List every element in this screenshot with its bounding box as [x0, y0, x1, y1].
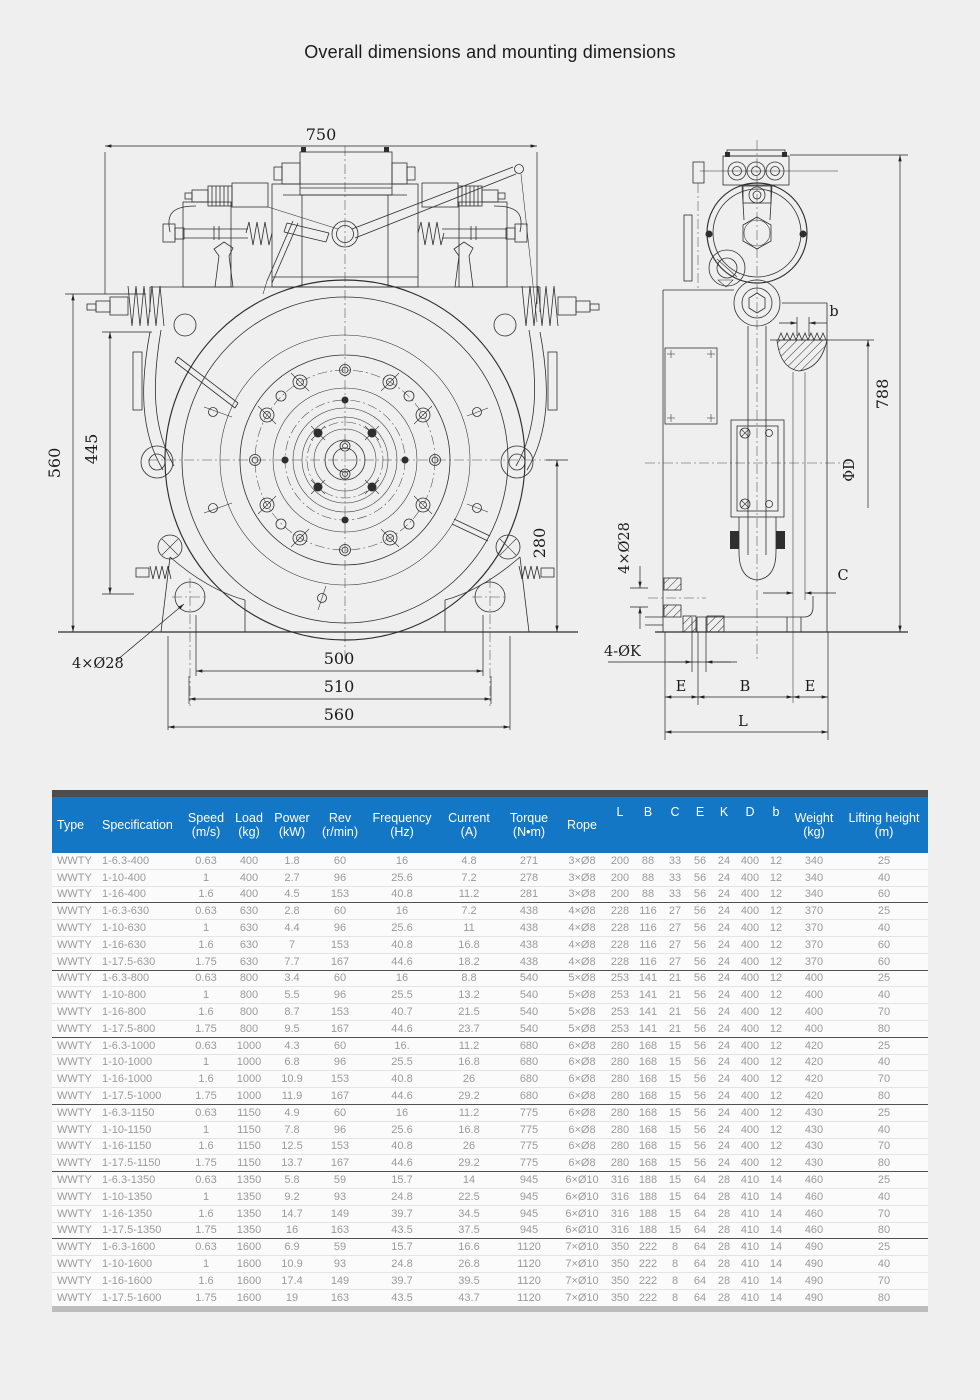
- table-row: WWTY 1-10-630 1 630 4.4 96 25.6 11 438 4×Ø8 228 116 27 56 24 400 12 370 40: [52, 920, 928, 937]
- table-row: WWTY 1-6.3-1150 0.63 1150 4.9 60 16 11.2 775 6×Ø8 280 168 15 56 24 400 12 430 25: [52, 1104, 928, 1121]
- col-header-torque: Torque (N•m): [500, 797, 558, 853]
- table-row: WWTY 1-6.3-1350 0.63 1350 5.8 59 15.7 14 945 6×Ø10 316 188 15 64 28 410 14 460 25: [52, 1172, 928, 1189]
- col-header-specification: Specification: [102, 797, 184, 853]
- table-row: WWTY 1-10-1000 1 1000 6.8 96 25.5 16.8 680 6×Ø8 280 168 15 56 24 400 12 420 40: [52, 1054, 928, 1071]
- table-row: WWTY 1-6.3-800 0.63 800 3.4 60 16 8.8 540 5×Ø8 253 141 21 56 24 400 12 400 25: [52, 970, 928, 987]
- table-row: WWTY 1-17.5-1350 1.75 1350 16 163 43.5 37.5 945 6×Ø10 316 188 15 64 28 410 14 460 80: [52, 1222, 928, 1239]
- table-row: WWTY 1-16-630 1.6 630 7 153 40.8 16.8 438 4×Ø8 228 116 27 56 24 400 12 370 60: [52, 936, 928, 953]
- table-row: WWTY 1-16-400 1.6 400 4.5 153 40.8 11.2 281 3×Ø8 200 88 33 56 24 400 12 340 60: [52, 886, 928, 903]
- table-row: WWTY 1-10-800 1 800 5.5 96 25.5 13.2 540 5×Ø8 253 141 21 56 24 400 12 400 40: [52, 987, 928, 1004]
- technical-drawing: [0, 90, 980, 765]
- front-view-drawing: [45, 125, 599, 730]
- col-header-b: b: [764, 797, 788, 853]
- table-row: WWTY 1-6.3-630 0.63 630 2.8 60 16 7.2 438 4×Ø8 228 116 27 56 24 400 12 370 25: [52, 903, 928, 920]
- col-header-rev: Rev (r/min): [314, 797, 366, 853]
- col-header-d: D: [736, 797, 764, 853]
- table-row: WWTY 1-17.5-800 1.75 800 9.5 167 44.6 23.7 540 5×Ø8 253 141 21 56 24 400 12 400 80: [52, 1020, 928, 1037]
- table-row: WWTY 1-17.5-1000 1.75 1000 11.9 167 44.6 29.2 680 6×Ø8 280 168 15 56 24 400 12 420 80: [52, 1088, 928, 1105]
- table-row: WWTY 1-16-1600 1.6 1600 17.4 149 39.7 39.5 1120 7×Ø10 350 222 8 64 28 410 14 490 70: [52, 1272, 928, 1289]
- spec-table-section: [52, 790, 928, 1312]
- col-header-current: Current (A): [438, 797, 500, 853]
- table-row: WWTY 1-16-800 1.6 800 8.7 153 40.7 21.5 540 5×Ø8 253 141 21 56 24 400 12 400 70: [52, 1004, 928, 1021]
- dim-label-560-bottom: 560: [323, 705, 355, 724]
- dim-label-phi-d: ΦD: [842, 458, 858, 482]
- table-row: WWTY 1-17.5-630 1.75 630 7.7 167 44.6 18.2 438 4×Ø8 228 116 27 56 24 400 12 370 60: [52, 953, 928, 970]
- dim-label-e-right: E: [804, 679, 816, 695]
- table-row: WWTY 1-6.3-1600 0.63 1600 6.9 59 15.7 16.6 1120 7×Ø10 350 222 8 64 28 410 14 490 25: [52, 1239, 928, 1256]
- table-row: WWTY 1-17.5-1600 1.75 1600 19 163 43.5 43.7 1120 7×Ø10 350 222 8 64 28 410 14 490 80: [52, 1289, 928, 1305]
- dim-label-560-left: 560: [45, 447, 64, 479]
- dim-label-500: 500: [323, 649, 355, 668]
- table-row: WWTY 1-10-1350 1 1350 9.2 93 24.8 22.5 945 6×Ø10 316 188 15 64 28 410 14 460 40: [52, 1188, 928, 1205]
- dim-label-c: C: [837, 568, 849, 584]
- dim-label-510: 510: [323, 677, 355, 696]
- dim-label-750: 750: [305, 125, 337, 144]
- col-header-type: Type: [52, 797, 102, 853]
- col-header-l: L: [606, 797, 634, 853]
- spec-table: [52, 797, 928, 1306]
- dim-label-280: 280: [530, 527, 549, 559]
- col-header-k: K: [712, 797, 736, 853]
- dim-label-4xO28-front: 4×Ø28: [72, 656, 124, 672]
- col-header-load: Load (kg): [228, 797, 270, 853]
- dim-label-788: 788: [873, 378, 892, 410]
- table-row: WWTY 1-16-1000 1.6 1000 10.9 153 40.8 26 680 6×Ø8 280 168 15 56 24 400 12 420 70: [52, 1071, 928, 1088]
- table-header: [52, 797, 928, 853]
- table-row: WWTY 1-6.3-1000 0.63 1000 4.3 60 16. 11.2 680 6×Ø8 280 168 15 56 24 400 12 420 25: [52, 1037, 928, 1054]
- table-top-bar: [52, 790, 928, 797]
- col-header-power: Power (kW): [270, 797, 314, 853]
- dim-label-b-span: B: [739, 679, 751, 695]
- table-row: WWTY 1-10-400 1 400 2.7 96 25.6 7.2 278 3×Ø8 200 88 33 56 24 400 12 340 40: [52, 869, 928, 886]
- col-header-e: E: [688, 797, 712, 853]
- table-row: WWTY 1-17.5-1150 1.75 1150 13.7 167 44.6 29.2 775 6×Ø8 280 168 15 56 24 400 12 430 80: [52, 1155, 928, 1172]
- table-bottom-bar: [52, 1306, 928, 1312]
- side-view-drawing: [604, 140, 908, 740]
- dim-label-b: b: [829, 304, 839, 320]
- table-row: WWTY 1-16-1350 1.6 1350 14.7 149 39.7 34.5 945 6×Ø10 316 188 15 64 28 410 14 460 70: [52, 1205, 928, 1222]
- col-header-c: C: [662, 797, 688, 853]
- table-row: WWTY 1-6.3-400 0.63 400 1.8 60 16 4.8 271 3×Ø8 200 88 33 56 24 400 12 340 25: [52, 853, 928, 869]
- col-header-frequency: Frequency (Hz): [366, 797, 438, 853]
- col-header-weight: Weight (kg): [788, 797, 840, 853]
- dim-label-4-OK: 4-ØK: [604, 644, 641, 660]
- table-row: WWTY 1-10-1600 1 1600 10.9 93 24.8 26.8 1120 7×Ø10 350 222 8 64 28 410 14 490 40: [52, 1256, 928, 1273]
- col-header-lifting-height: Lifting height (m): [840, 797, 928, 853]
- col-header-rope: Rope: [558, 797, 606, 853]
- dim-label-4xO28-side: 4×Ø28: [617, 522, 633, 574]
- table-row: WWTY 1-10-1150 1 1150 7.8 96 25.6 16.8 775 6×Ø8 280 168 15 56 24 400 12 430 40: [52, 1121, 928, 1138]
- col-header-b: B: [634, 797, 662, 853]
- dim-label-l: L: [738, 714, 748, 730]
- page-title: Overall dimensions and mounting dimensions: [304, 42, 676, 62]
- table-row: WWTY 1-16-1150 1.6 1150 12.5 153 40.8 26 775 6×Ø8 280 168 15 56 24 400 12 430 70: [52, 1138, 928, 1155]
- dim-label-445: 445: [82, 433, 101, 465]
- dim-label-e-left: E: [675, 679, 687, 695]
- col-header-speed: Speed (m/s): [184, 797, 228, 853]
